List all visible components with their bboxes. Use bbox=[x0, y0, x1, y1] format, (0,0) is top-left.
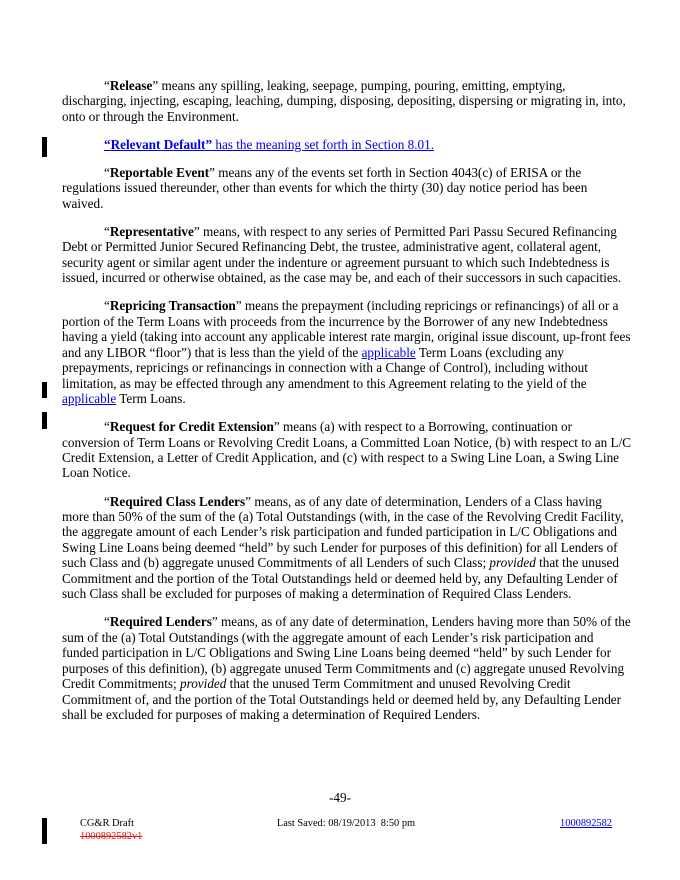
body-text: ” means (a) with respect to a Borrowing, continuation or conversion of Term Loans or Revolving Credit Loans, a Committed Loan Notice, (b) with respect to an L/C Credit Extension, a Letter of Credit Application, and (c) with respect to a Swing Line Loan, a Swing Line Loan Notice. bbox=[62, 419, 632, 481]
body-text: provided bbox=[179, 676, 227, 692]
paragraph-relevant-default bbox=[62, 137, 632, 152]
document-body bbox=[62, 78, 632, 735]
paragraph-release bbox=[62, 78, 632, 124]
body-text: that the unused Commitment and the portion of the Total Outstandings held or deemed held by, any Defaulting Lender of such Class shall be excluded for purposes of making a determination of Required Class Lenders. bbox=[62, 555, 619, 602]
body-text: “ bbox=[104, 223, 110, 239]
change-bar bbox=[42, 818, 47, 844]
defined-term: Request for Credit Extension bbox=[109, 419, 274, 435]
paragraph-representative bbox=[62, 224, 632, 286]
change-bar bbox=[42, 382, 47, 398]
body-text: ” means, as of any date of determination, Lenders of a Class having more than 50% of the sum of the (a) Total Outstandings (with, in the case of the Revolving Credit Facility, the aggregate amount of each Lender’s risk participation and funded participation in L/C Obligations and Swing Line Loans being deemed “held” by such Lender for purposes of this definition) for all Lenders of such Class and (b) aggregate unused Commitments of all Lenders of such Class; bbox=[62, 493, 624, 571]
body-text: ” means, with respect to any series of Permitted Pari Passu Secured Refinancing Debt or Permitted Junior Secured Refinancing Debt, the trustee, administrative agent, collateral agent, security agent or similar agent under the indenture or agreement pursuant to which such Indebtedness is issued, incurred or otherwise obtained, as the case may be, and each of their successors in such capacities. bbox=[62, 223, 622, 286]
last-saved-timestamp: Last Saved: 08/19/2013 8:50 pm bbox=[276, 818, 416, 829]
defined-term: Required Class Lenders bbox=[109, 493, 246, 509]
page-footer bbox=[80, 817, 612, 857]
body-text: Term Loans (excluding any prepayments, repricings or refinancings in connection with a Change of Control), including without limitation, as may be effected through any amendment to this Agreement relating to the yield of the bbox=[62, 344, 588, 391]
body-text: “ bbox=[104, 493, 110, 509]
inserted-link-text[interactable]: applicable bbox=[62, 391, 117, 407]
body-text: “ bbox=[104, 419, 110, 435]
defined-term: Representative bbox=[109, 223, 194, 239]
inserted-link-text[interactable]: “Relevant Default” bbox=[104, 136, 213, 152]
paragraph-repricing-transaction bbox=[62, 298, 632, 406]
draft-label: CG&R Draft bbox=[80, 818, 134, 829]
defined-term: Required Lenders bbox=[109, 614, 212, 630]
body-text: “ bbox=[104, 614, 110, 630]
body-text: Term Loans. bbox=[116, 391, 186, 407]
body-text: ” means any spilling, leaking, seepage, pumping, pouring, emitting, emptying, discharging, injecting, escaping, leaching, dumping, disposing, depositing, dispersing or migrating in, into, onto or through the Environment. bbox=[62, 78, 626, 124]
body-text: ” means any of the events set forth in Section 4043(c) of ERISA or the regulations issued thereunder, other than events for which the thirty (30) day notice period has been waived. bbox=[62, 165, 588, 211]
body-text: that the unused Term Commitment and unused Revolving Credit Commitment of, and the portion of the Total Outstandings held or deemed held by, any Defaulting Lender shall be excluded for purposes of making a determination of Required Lenders. bbox=[62, 676, 622, 723]
body-text: “ bbox=[104, 165, 110, 180]
change-bar bbox=[42, 412, 47, 429]
body-text: “ bbox=[104, 298, 110, 314]
defined-term: Reportable Event bbox=[109, 165, 210, 180]
defined-term: Release bbox=[109, 78, 153, 93]
defined-term: Repricing Transaction bbox=[109, 298, 236, 314]
body-text: provided bbox=[489, 555, 536, 571]
inserted-link-text[interactable]: has the meaning set forth in Section 8.01. bbox=[212, 136, 434, 152]
paragraph-required-class-lenders bbox=[62, 494, 632, 602]
paragraph-required-lenders bbox=[62, 614, 632, 722]
paragraph-request-for-credit-extension bbox=[62, 419, 632, 481]
paragraph-reportable-event bbox=[62, 165, 632, 211]
body-text: “ bbox=[104, 78, 110, 93]
page-number: -49- bbox=[329, 790, 351, 805]
inserted-link-text[interactable]: applicable bbox=[361, 344, 416, 360]
body-text: ” means the prepayment (including repricings or refinancings) of all or a portion of the Term Loans with proceeds from the incurrence by the Borrower of any new Indebtedness having a yield (taking into account any applicable interest rate margin, original issue discount, up-front fees and any LIBOR “floor”) that is less than the yield of the bbox=[62, 298, 631, 360]
body-text: ” means, as of any date of determination, Lenders having more than 50% of the sum of the (a) Total Outstandings (with the aggregate amount of each Lender’s risk participation and funded participation in L/C Obligations and Swing Line Loans being deemed “held” by such Lender for purposes of this definition), (b) aggregate unused Term Commitments and (c) aggregate unused Revolving Credit Commitments; bbox=[62, 614, 631, 692]
doc-id-link[interactable]: 1000892582 bbox=[560, 818, 612, 829]
change-bar bbox=[42, 137, 47, 157]
stricken-doc-id: 1000892582v1 bbox=[80, 831, 143, 842]
